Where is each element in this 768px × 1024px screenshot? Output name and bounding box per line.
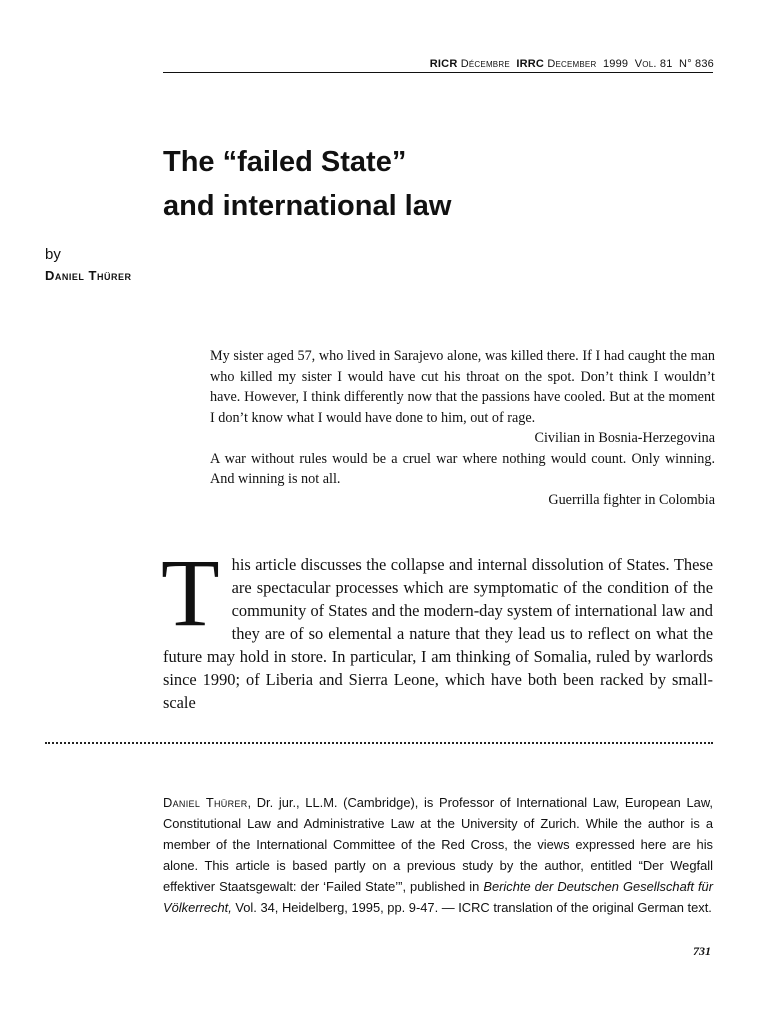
title-line-1: The “failed State”: [163, 146, 407, 178]
footnote-author: Daniel Thürer: [163, 795, 248, 810]
author-footnote: [163, 792, 713, 918]
title-line-2: and international law: [163, 190, 452, 222]
month-fr: Décembre: [460, 58, 510, 70]
header-rule: [163, 72, 713, 73]
body-paragraph-text: his article discusses the collapse and internal dissolution of States. These are spectacular processes which are symptomatic of the condition of the community of States and the modern-day system of international law and they are of so elemental a nature that they lead us to reflect on what the future may hold in store. In particular, I am thinking of Somalia, ruled by warlords since 1990; of Liberia and Sierra Leone, which have both been racked by small-scale: [163, 555, 713, 712]
footnote-journal-title: Berichte der Deutschen Gesellschaft für Völkerrecht,: [163, 879, 713, 915]
footnote-text: , Dr. jur., LL.M. (Cambridge), is Professor of International Law, European Law, Constitutional Law and Administrative Law at the University of Zurich. While the author is a member of the International Committee of the Red Cross, the views expressed here are his alone. This article is based partly on a previous study by the author, entitled “Der Wegfall effektiver Staatsgewalt: der ‘Failed State’”, published in: [163, 795, 713, 894]
running-header: [424, 58, 714, 70]
epigraph-quote: A war without rules would be a cruel war where nothing would count. Only winning. And winning is not all.: [210, 450, 715, 487]
epigraph-attribution: Civilian in Bosnia-Herzegovina: [534, 430, 715, 446]
footnote-separator: [45, 742, 713, 744]
author-name: Daniel Thürer: [45, 268, 132, 283]
issue-volume: Vol. 81: [634, 58, 673, 70]
byline-by: by: [45, 246, 61, 263]
page-number: 731: [693, 944, 711, 958]
article-title: [163, 140, 451, 228]
journal-ricr: RICR: [429, 58, 458, 70]
issue-year: 1999: [602, 58, 629, 70]
epigraph-attribution: Guerrilla fighter in Colombia: [548, 491, 715, 508]
footnote-text-end: Vol. 34, Heidelberg, 1995, pp. 9-47. — ICRC translation of the original German text.: [231, 900, 712, 915]
journal-irrc: IRRC: [516, 58, 545, 70]
body-paragraph: [161, 539, 713, 714]
epigraph-quote: My sister aged 57, who lived in Sarajevo alone, was killed there. If I had caught the man who killed my sister I would have cut his throat on the spot. Don’t think I wouldn’t have. However, I think differently now that the passions have cooled. But at the moment I don’t know what I would have done to him, out of rage.: [210, 348, 715, 426]
drop-cap: T: [161, 539, 220, 646]
month-en: December: [547, 58, 597, 70]
epigraphs: [210, 346, 715, 510]
issue-number: N° 836: [679, 58, 714, 70]
